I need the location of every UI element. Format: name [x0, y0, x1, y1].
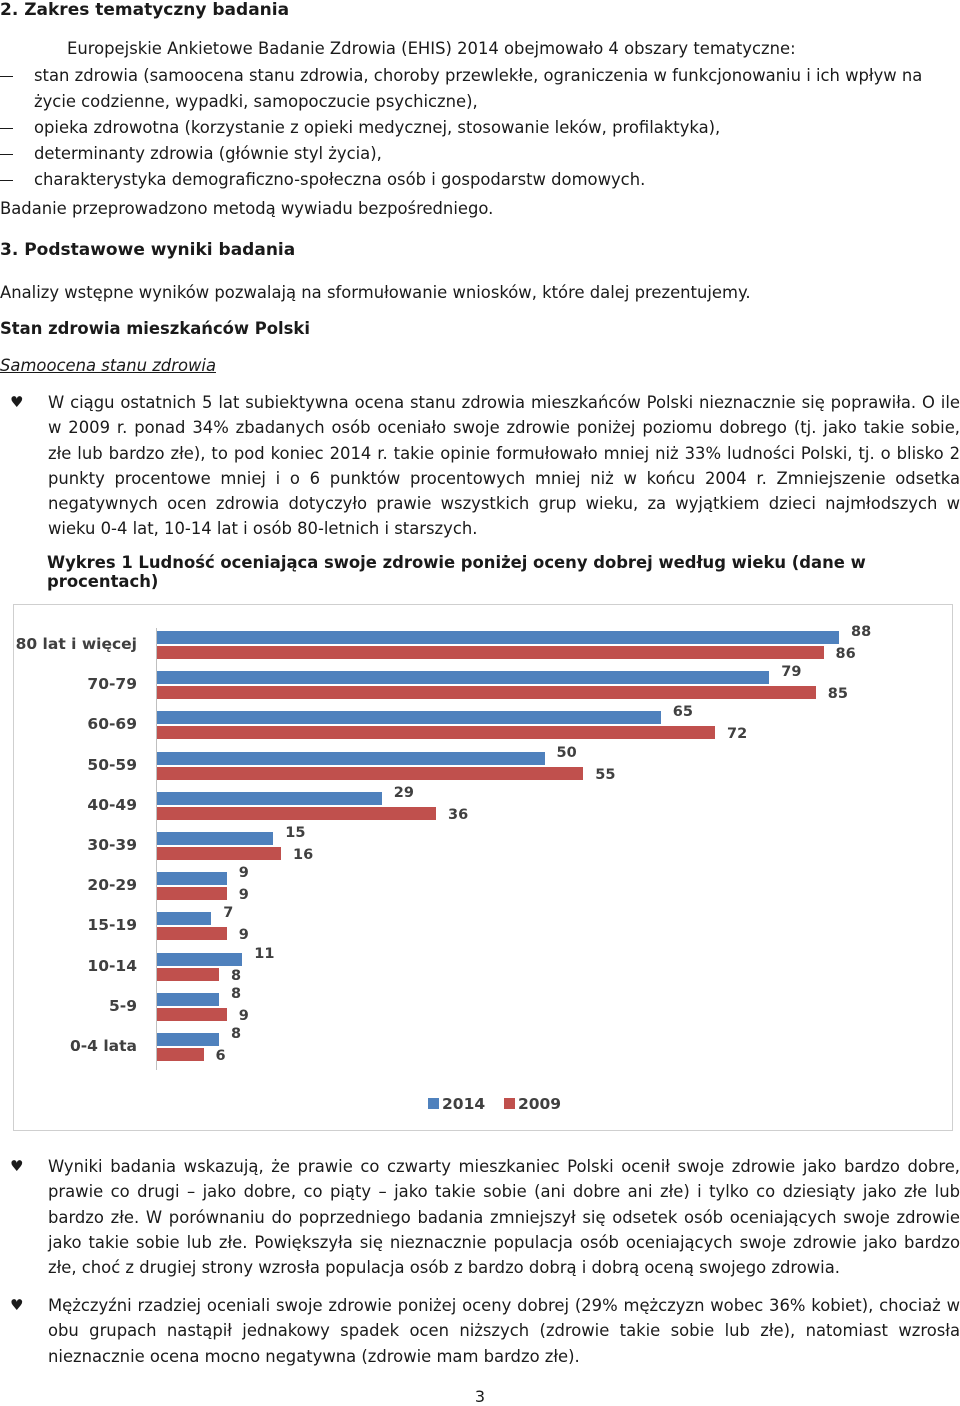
- legend-label-2009: 2009: [517, 1095, 562, 1113]
- bar-2009: [157, 1048, 204, 1061]
- data-label-2009: 9: [238, 1007, 249, 1024]
- legend-label-2014: 2014: [442, 1095, 486, 1113]
- bar-2014: [157, 912, 211, 925]
- category-label: 60-69: [87, 715, 137, 734]
- data-label-2009: 85: [827, 686, 848, 703]
- heart-bullet-icon: ♥: [10, 393, 24, 411]
- data-label-2014: 65: [672, 704, 693, 721]
- bar-2014: [157, 832, 273, 845]
- method-text: Badanie przeprowadzono metodą wywiadu bezpośredniego.: [0, 199, 494, 218]
- bar-2009: [157, 847, 281, 860]
- data-label-2014: 11: [254, 945, 275, 962]
- category-label: 80 lat i więcej: [15, 635, 137, 653]
- category-label: 20-29: [87, 876, 137, 895]
- bar-2009: [157, 927, 227, 940]
- bar-2009: [157, 767, 583, 780]
- data-label-2009: 55: [595, 766, 616, 783]
- bar-2014: [157, 953, 242, 966]
- category-label: 5-9: [108, 996, 137, 1015]
- section-2-intro: Europejskie Ankietowe Badanie Zdrowia (EHIS) 2014 obejmowało 4 obszary tematyczne:: [67, 39, 796, 58]
- section-3-intro: Analizy wstępne wyników pozwalają na sformułowanie wniosków, które dalej prezentujemy.: [0, 283, 751, 302]
- data-label-2014: 9: [238, 865, 249, 882]
- category-label: 40-49: [87, 795, 137, 814]
- data-label-2014: 7: [223, 905, 234, 922]
- bar-2009: [157, 686, 816, 699]
- subheading: Stan zdrowia mieszkańców Polski: [0, 319, 310, 338]
- bar-2014: [157, 752, 545, 765]
- heart-bullet-icon: ♥: [10, 1296, 24, 1314]
- subsubheading: Samoocena stanu zdrowia: [0, 356, 216, 375]
- bar-2014: [157, 1033, 219, 1046]
- heart-bullet-icon: ♥: [10, 1157, 24, 1175]
- category-label: 10-14: [87, 956, 137, 975]
- data-label-2014: 8: [231, 1026, 242, 1042]
- category-label: 30-39: [87, 836, 137, 854]
- bar-2014: [157, 792, 382, 805]
- data-label-2009: 86: [835, 646, 856, 662]
- data-label-2014: 79: [781, 664, 802, 681]
- bar-2009: [157, 807, 436, 820]
- data-label-2014: 50: [556, 744, 577, 761]
- data-label-2014: 15: [285, 825, 306, 841]
- bar-2009: [157, 726, 715, 739]
- legend-swatch-2014: [428, 1098, 439, 1109]
- section-3-heading: 3. Podstawowe wyniki badania: [0, 240, 296, 260]
- bar-2014: [157, 711, 661, 724]
- data-label-2014: 88: [851, 624, 872, 640]
- data-label-2014: 29: [393, 784, 414, 801]
- category-label: 70-79: [87, 675, 137, 694]
- page-number: 3: [474, 1387, 486, 1406]
- legend-swatch-2009: [504, 1098, 515, 1109]
- bar-2009: [157, 1008, 227, 1021]
- y-axis-line: [156, 628, 157, 1070]
- bar-2014: [157, 993, 219, 1006]
- bar-2014: [157, 631, 839, 644]
- data-label-2009: 36: [448, 806, 469, 823]
- category-label: 50-59: [87, 755, 137, 774]
- section-2-heading: 2. Zakres tematyczny badania: [0, 0, 290, 20]
- data-label-2014: 8: [231, 985, 242, 1002]
- data-label-2009: 6: [215, 1048, 226, 1064]
- legend: [428, 1095, 561, 1113]
- bar-2009: [157, 968, 219, 981]
- data-label-2009: 9: [238, 887, 249, 904]
- data-label-2009: 8: [231, 967, 242, 984]
- category-label: 15-19: [87, 916, 137, 935]
- data-label-2009: 9: [238, 927, 249, 944]
- bar-2014: [157, 671, 769, 684]
- bar-2009: [157, 646, 824, 659]
- category-label: 0-4 lata: [69, 1037, 137, 1055]
- data-label-2009: 16: [293, 847, 314, 863]
- data-label-2009: 72: [727, 726, 748, 743]
- bar-2014: [157, 872, 227, 885]
- chart-caption: Wykres 1 Ludność oceniająca swoje zdrowie poniżej oceny dobrej według wieku (dane w procentach): [47, 553, 866, 591]
- bar-2009: [157, 887, 227, 900]
